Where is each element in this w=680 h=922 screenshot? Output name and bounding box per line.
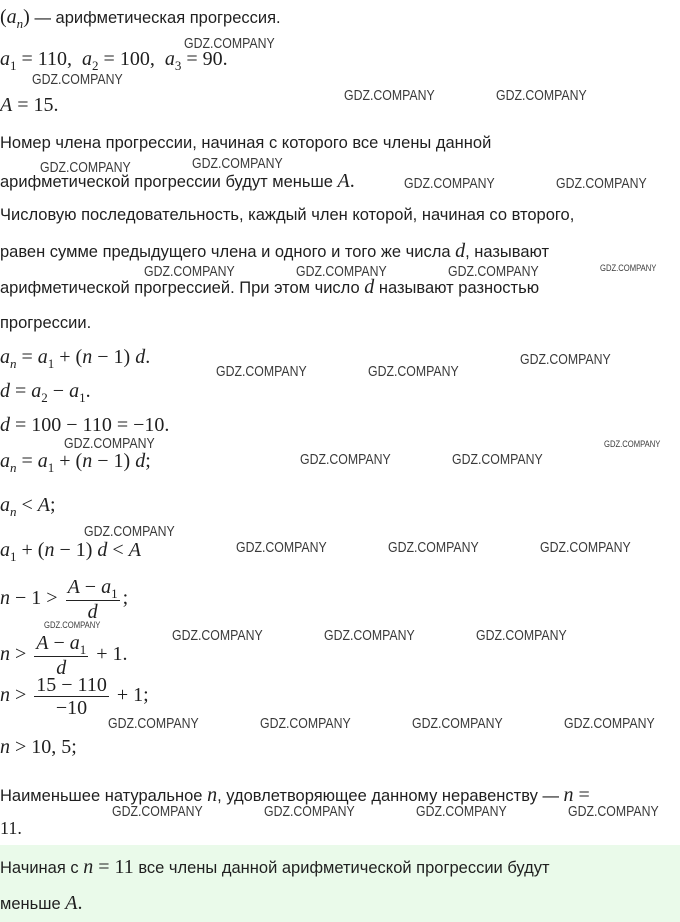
inequality-n-values: n > $\frac{15 - 110}{-10}$ + 1; <box>0 674 149 719</box>
watermark: GDZ.COMPANY <box>404 175 495 192</box>
watermark: GDZ.COMPANY <box>388 539 479 556</box>
watermark: GDZ.COMPANY <box>144 263 235 280</box>
inequality-result: n > 10, 5; <box>0 736 77 758</box>
watermark: GDZ.COMPANY <box>260 715 351 732</box>
line-sequence-definition: $(a_n)$ — арифметическая прогрессия. <box>0 6 281 31</box>
inequality-n-minus-1: n − 1 > $\frac{A - a_1}{d}$ ; <box>0 576 129 623</box>
watermark: GDZ.COMPANY <box>412 715 503 732</box>
watermark: GDZ.COMPANY <box>192 155 283 172</box>
watermark: GDZ.COMPANY <box>600 263 657 273</box>
watermark: GDZ.COMPANY <box>476 627 567 644</box>
watermark: GDZ.COMPANY <box>520 351 611 368</box>
watermark: GDZ.COMPANY <box>44 620 101 630</box>
line-given-A: A = 15. <box>0 94 59 116</box>
line-question-1: Номер члена прогрессии, начиная с которого все члены данной <box>0 134 492 152</box>
formula-general-term: $a_n = a_1 + (n - 1)$ d. <box>0 346 151 371</box>
watermark: GDZ.COMPANY <box>236 539 327 556</box>
watermark: GDZ.COMPANY <box>448 263 539 280</box>
watermark: GDZ.COMPANY <box>216 363 307 380</box>
watermark: GDZ.COMPANY <box>32 71 123 88</box>
line-definition-2: равен сумме предыдущего члена и одного и того же числа d, называют <box>0 240 550 262</box>
watermark: GDZ.COMPANY <box>344 87 435 104</box>
line-definition-4: прогрессии. <box>0 314 92 332</box>
watermark: GDZ.COMPANY <box>296 263 387 280</box>
watermark: GDZ.COMPANY <box>300 451 391 468</box>
line-conclusion-2: 11. <box>0 818 22 838</box>
formula-difference: $d = a_2 - a_1$. <box>0 380 91 405</box>
watermark: GDZ.COMPANY <box>108 715 199 732</box>
watermark: GDZ.COMPANY <box>40 159 131 176</box>
formula-general-term-2: $a_n = a_1 + (n - 1)$ d; <box>0 450 151 475</box>
watermark: GDZ.COMPANY <box>172 627 263 644</box>
watermark: GDZ.COMPANY <box>184 35 275 52</box>
watermark: GDZ.COMPANY <box>368 363 459 380</box>
watermark: GDZ.COMPANY <box>556 175 647 192</box>
watermark: GDZ.COMPANY <box>540 539 631 556</box>
watermark: GDZ.COMPANY <box>84 523 175 540</box>
inequality-expanded: $a_1 + (n - 1) d < A$ <box>0 539 141 564</box>
watermark: GDZ.COMPANY <box>496 87 587 104</box>
watermark: GDZ.COMPANY <box>112 803 203 820</box>
line-conclusion-1: Наименьшее натуральное n, удовлетворяющее данному неравенству — n = <box>0 784 590 806</box>
line-answer-1: Начиная с n = 11 все члены данной арифметической прогрессии будут <box>0 856 550 878</box>
line-definition-1: Числовую последовательность, каждый член которой, начиная со второго, <box>0 206 575 224</box>
line-given-terms: $a_1 = 110$, $a_2 = 100$, $a_3 = 90$. <box>0 48 228 73</box>
watermark: GDZ.COMPANY <box>568 803 659 820</box>
inequality-an-less-A: $a_n < A$; <box>0 494 56 519</box>
watermark: GDZ.COMPANY <box>452 451 543 468</box>
formula-difference-value: d = 100 − 110 = −10. <box>0 414 170 436</box>
watermark: GDZ.COMPANY <box>604 439 661 449</box>
watermark: GDZ.COMPANY <box>416 803 507 820</box>
inequality-n: n > $\frac{A - a_1}{d}$ + 1. <box>0 632 128 679</box>
watermark: GDZ.COMPANY <box>64 435 155 452</box>
line-question-2: арифметической прогрессии будут меньше A. <box>0 170 355 192</box>
watermark: GDZ.COMPANY <box>264 803 355 820</box>
watermark: GDZ.COMPANY <box>564 715 655 732</box>
line-answer-2: меньше A. <box>0 892 83 914</box>
watermark: GDZ.COMPANY <box>324 627 415 644</box>
line-definition-3: арифметической прогрессией. При этом число d называют разностью <box>0 276 540 298</box>
